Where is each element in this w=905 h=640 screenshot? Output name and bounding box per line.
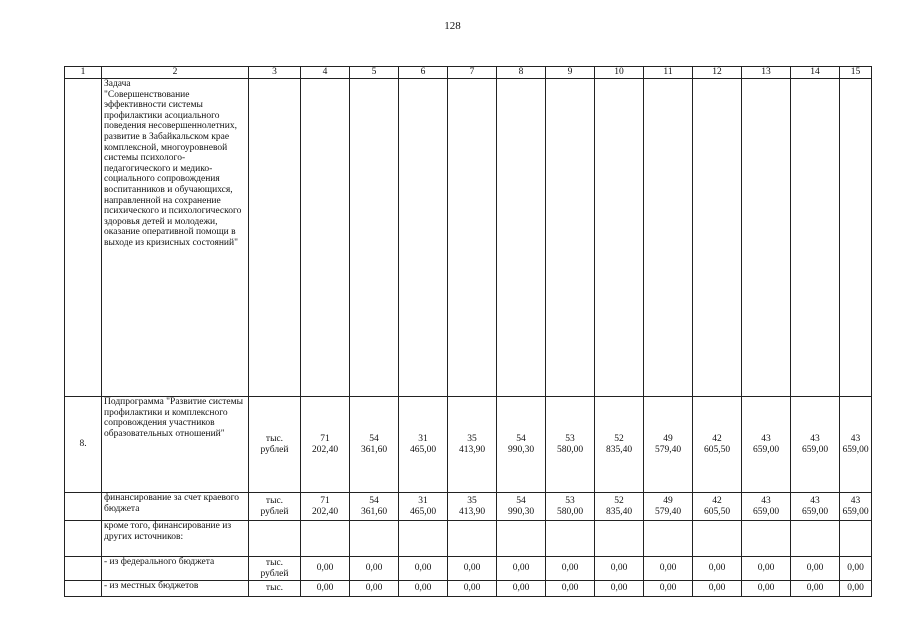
value-cell: 43 659,00 <box>742 493 791 521</box>
value-cell: 43 659,00 <box>840 397 872 493</box>
row-number-cell <box>65 521 102 557</box>
value-cell <box>791 79 840 397</box>
value-cell: 0,00 <box>644 557 693 581</box>
value-cell: 0,00 <box>301 581 350 597</box>
value-cell: 0,00 <box>840 557 872 581</box>
value-cell <box>693 79 742 397</box>
value-cell: 0,00 <box>399 581 448 597</box>
value-cell <box>791 521 840 557</box>
header-cell: 15 <box>840 67 872 79</box>
value-cell: 35 413,90 <box>448 397 497 493</box>
value-cell: 42 605,50 <box>693 493 742 521</box>
table-row <box>65 581 872 597</box>
value-cell: 0,00 <box>791 557 840 581</box>
value-cell: 54 990,30 <box>497 397 546 493</box>
value-cell <box>595 521 644 557</box>
value-cell: 0,00 <box>595 557 644 581</box>
row-label-cell: - из местных бюджетов <box>102 581 249 597</box>
row-label-cell: Задача "Совершенствование эффективности системы профилактики асоциального поведения несовершеннолетних, развитие в Забайкальском крае комплексной, многоуровневой системы психолого-педагогического и медико-социального сопровождения воспитанников и обучающихся, направленной на сохранение психического и психологического здоровья детей и молодежи, оказание оперативной помощи в выходе из кризисных состояний" <box>102 79 249 397</box>
value-cell <box>742 79 791 397</box>
value-cell <box>644 79 693 397</box>
value-cell: 35 413,90 <box>448 493 497 521</box>
value-cell <box>399 521 448 557</box>
table-row <box>65 521 872 557</box>
value-cell <box>840 521 872 557</box>
value-cell: 54 361,60 <box>350 493 399 521</box>
value-cell <box>546 521 595 557</box>
header-cell: 4 <box>301 67 350 79</box>
value-cell <box>448 79 497 397</box>
value-cell <box>742 521 791 557</box>
value-cell: 0,00 <box>791 581 840 597</box>
header-cell: 7 <box>448 67 497 79</box>
value-cell: 49 579,40 <box>644 397 693 493</box>
value-cell <box>448 521 497 557</box>
value-cell: 43 659,00 <box>791 493 840 521</box>
value-cell: 49 579,40 <box>644 493 693 521</box>
value-cell <box>644 521 693 557</box>
value-cell: 43 659,00 <box>791 397 840 493</box>
unit-cell <box>249 521 301 557</box>
row-number-cell <box>65 557 102 581</box>
value-cell: 43 659,00 <box>840 493 872 521</box>
header-cell: 8 <box>497 67 546 79</box>
value-cell: 54 361,60 <box>350 397 399 493</box>
value-cell: 0,00 <box>497 557 546 581</box>
value-cell: 0,00 <box>546 557 595 581</box>
row-number-cell <box>65 581 102 597</box>
value-cell: 0,00 <box>350 557 399 581</box>
row-label-cell: кроме того, финансирование из других источников: <box>102 521 249 557</box>
header-cell: 14 <box>791 67 840 79</box>
row-label-cell: Подпрограмма "Развитие системы профилактики и комплексного сопровождения участников образовательных отношений" <box>102 397 249 493</box>
header-cell: 13 <box>742 67 791 79</box>
header-cell: 9 <box>546 67 595 79</box>
header-cell: 6 <box>399 67 448 79</box>
unit-cell: тыс. рублей <box>249 397 301 493</box>
value-cell <box>497 79 546 397</box>
value-cell: 0,00 <box>448 581 497 597</box>
value-cell: 43 659,00 <box>742 397 791 493</box>
value-cell: 0,00 <box>546 581 595 597</box>
unit-cell: тыс. рублей <box>249 493 301 521</box>
value-cell <box>350 79 399 397</box>
value-cell: 54 990,30 <box>497 493 546 521</box>
financing-table <box>64 66 872 597</box>
value-cell: 0,00 <box>399 557 448 581</box>
value-cell: 0,00 <box>497 581 546 597</box>
value-cell: 0,00 <box>742 557 791 581</box>
value-cell: 71 202,40 <box>301 397 350 493</box>
value-cell: 53 580,00 <box>546 493 595 521</box>
value-cell: 71 202,40 <box>301 493 350 521</box>
header-cell: 1 <box>65 67 102 79</box>
value-cell: 53 580,00 <box>546 397 595 493</box>
value-cell <box>301 79 350 397</box>
row-number-cell: 8. <box>65 397 102 493</box>
table-row <box>65 557 872 581</box>
value-cell: 52 835,40 <box>595 397 644 493</box>
value-cell: 0,00 <box>742 581 791 597</box>
value-cell: 0,00 <box>595 581 644 597</box>
value-cell: 31 465,00 <box>399 493 448 521</box>
value-cell: 0,00 <box>301 557 350 581</box>
value-cell: 31 465,00 <box>399 397 448 493</box>
row-number-cell <box>65 493 102 521</box>
value-cell <box>301 521 350 557</box>
value-cell: 0,00 <box>693 581 742 597</box>
value-cell: 0,00 <box>350 581 399 597</box>
unit-cell <box>249 79 301 397</box>
value-cell: 42 605,50 <box>693 397 742 493</box>
page-number: 128 <box>444 20 461 32</box>
value-cell: 52 835,40 <box>595 493 644 521</box>
value-cell <box>399 79 448 397</box>
value-cell <box>546 79 595 397</box>
header-cell: 12 <box>693 67 742 79</box>
header-cell: 3 <box>249 67 301 79</box>
value-cell <box>350 521 399 557</box>
header-cell: 5 <box>350 67 399 79</box>
value-cell: 0,00 <box>693 557 742 581</box>
table-row <box>65 397 872 493</box>
unit-cell: тыс. <box>249 581 301 597</box>
value-cell: 0,00 <box>840 581 872 597</box>
table-row <box>65 79 872 397</box>
header-cell: 10 <box>595 67 644 79</box>
table-row <box>65 493 872 521</box>
value-cell: 0,00 <box>448 557 497 581</box>
value-cell <box>497 521 546 557</box>
value-cell: 0,00 <box>644 581 693 597</box>
value-cell <box>595 79 644 397</box>
value-cell <box>693 521 742 557</box>
value-cell <box>840 79 872 397</box>
row-label-cell: - из федерального бюджета <box>102 557 249 581</box>
unit-cell: тыс. рублей <box>249 557 301 581</box>
row-label-cell: финансирование за счет краевого бюджета <box>102 493 249 521</box>
row-number-cell <box>65 79 102 397</box>
header-cell: 2 <box>102 67 249 79</box>
header-row <box>65 67 872 79</box>
header-cell: 11 <box>644 67 693 79</box>
